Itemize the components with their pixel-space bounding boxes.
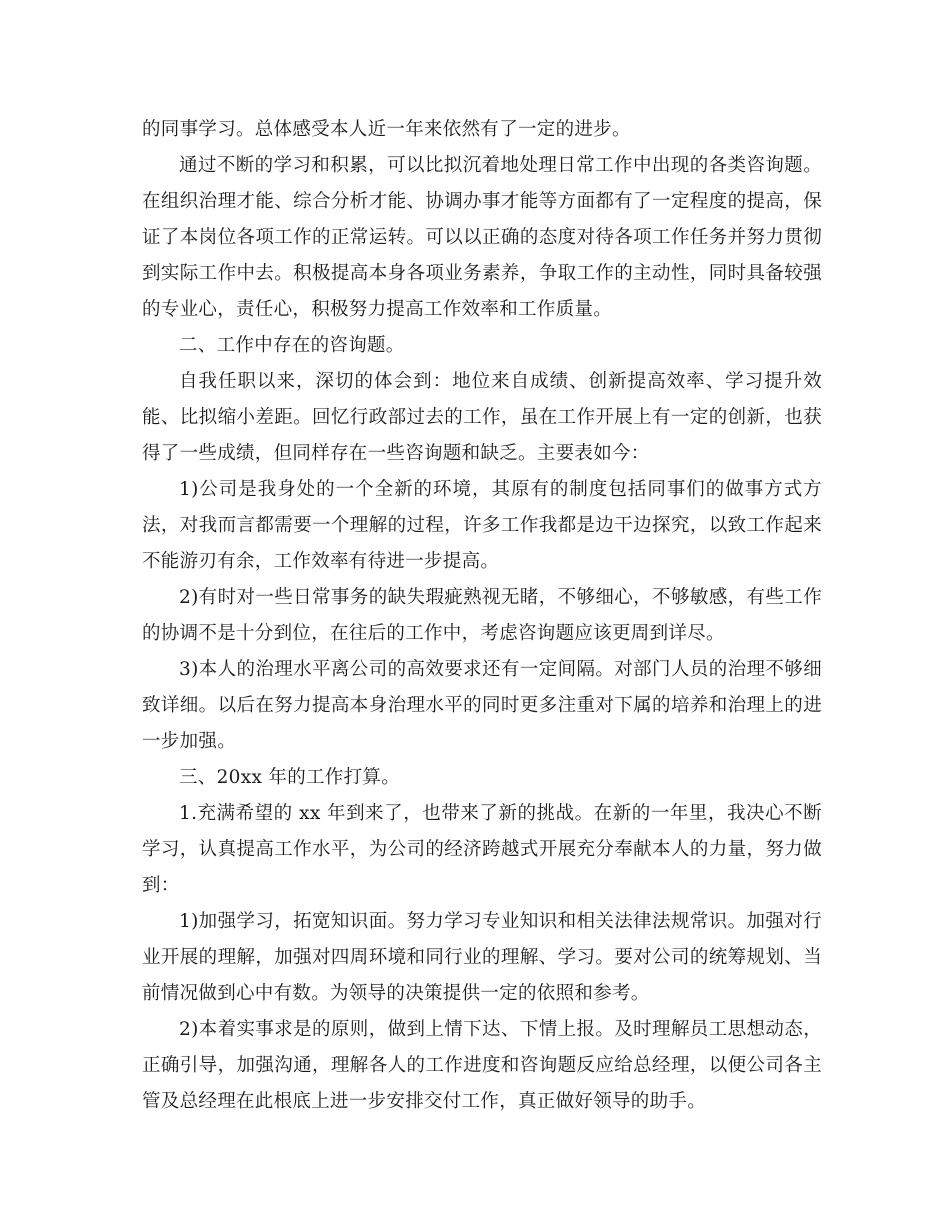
list-item-problem-2: 2)有时对一些日常事务的缺失瑕疵熟视无睹，不够细心，不够敏感，有些工作的协调不是十分到位，在往后的工作中，考虑咨询题应该更周到详尽。 [142, 587, 822, 644]
list-item-plan-1: 1)加强学习，拓宽知识面。努力学习专业知识和相关法律法规常识。加强对行业开展的理解，加强对四周环境和同行业的理解、学习。要对公司的统筹规划、当前情况做到心中有数。为领导的决策提供一定的依照和参考。 [142, 911, 822, 1004]
section-heading-plan: 三、20xx 年的工作打算。 [179, 767, 400, 788]
list-item-problem-3: 3)本人的治理水平离公司的高效要求还有一定间隔。对部门人员的治理不够细致详细。以后在努力提高本身治理水平的同时更多注重对下属的培养和治理上的进一步加强。 [142, 659, 822, 752]
document-page [142, 112, 822, 1120]
paragraph-progress: 通过不断的学习和积累，可以比拟沉着地处理日常工作中出现的各类咨询题。在组织治理才能、综合分析才能、协调办事才能等方面都有了一定程度的提高，保证了本岗位各项工作的正常运转。可以以正确的态度对待各项工作任务并努力贯彻到实际工作中去。积极提高本身各项业务素养，争取工作的主动性，同时具备较强的专业心，责任心，积极努力提高工作效率和工作质量。 [142, 155, 822, 320]
section-heading-problems: 二、工作中存在的咨询题。 [179, 335, 405, 356]
paragraph-problems-intro: 自我任职以来，深切的体会到：地位来自成绩、创新提高效率、学习提升效能、比拟缩小差距。回忆行政部过去的工作，虽在工作开展上有一定的创新，也获得了一些成绩，但同样存在一些咨询题和缺乏。主要表如今： [142, 371, 822, 464]
list-item-problem-1: 1)公司是我身处的一个全新的环境，其原有的制度包括同事们的做事方式方法，对我而言都需要一个理解的过程，许多工作我都是边干边探究，以致工作起来不能游刃有余，工作效率有待进一步提高。 [142, 479, 822, 572]
paragraph-plan-intro: 1.充满希望的 xx 年到来了，也带来了新的挑战。在新的一年里，我决心不断学习，认真提高工作水平，为公司的经济跨越式开展充分奉献本人的力量，努力做到： [142, 803, 822, 896]
paragraph-continuation: 的同事学习。总体感受本人近一年来依然有了一定的进步。 [142, 119, 631, 140]
list-item-plan-2: 2)本着实事求是的原则，做到上情下达、下情上报。及时理解员工思想动态，正确引导，加强沟通，理解各人的工作进度和咨询题反应给总经理，以便公司各主管及总经理在此根底上进一步安排交付工作，真正做好领导的助手。 [142, 1019, 822, 1112]
